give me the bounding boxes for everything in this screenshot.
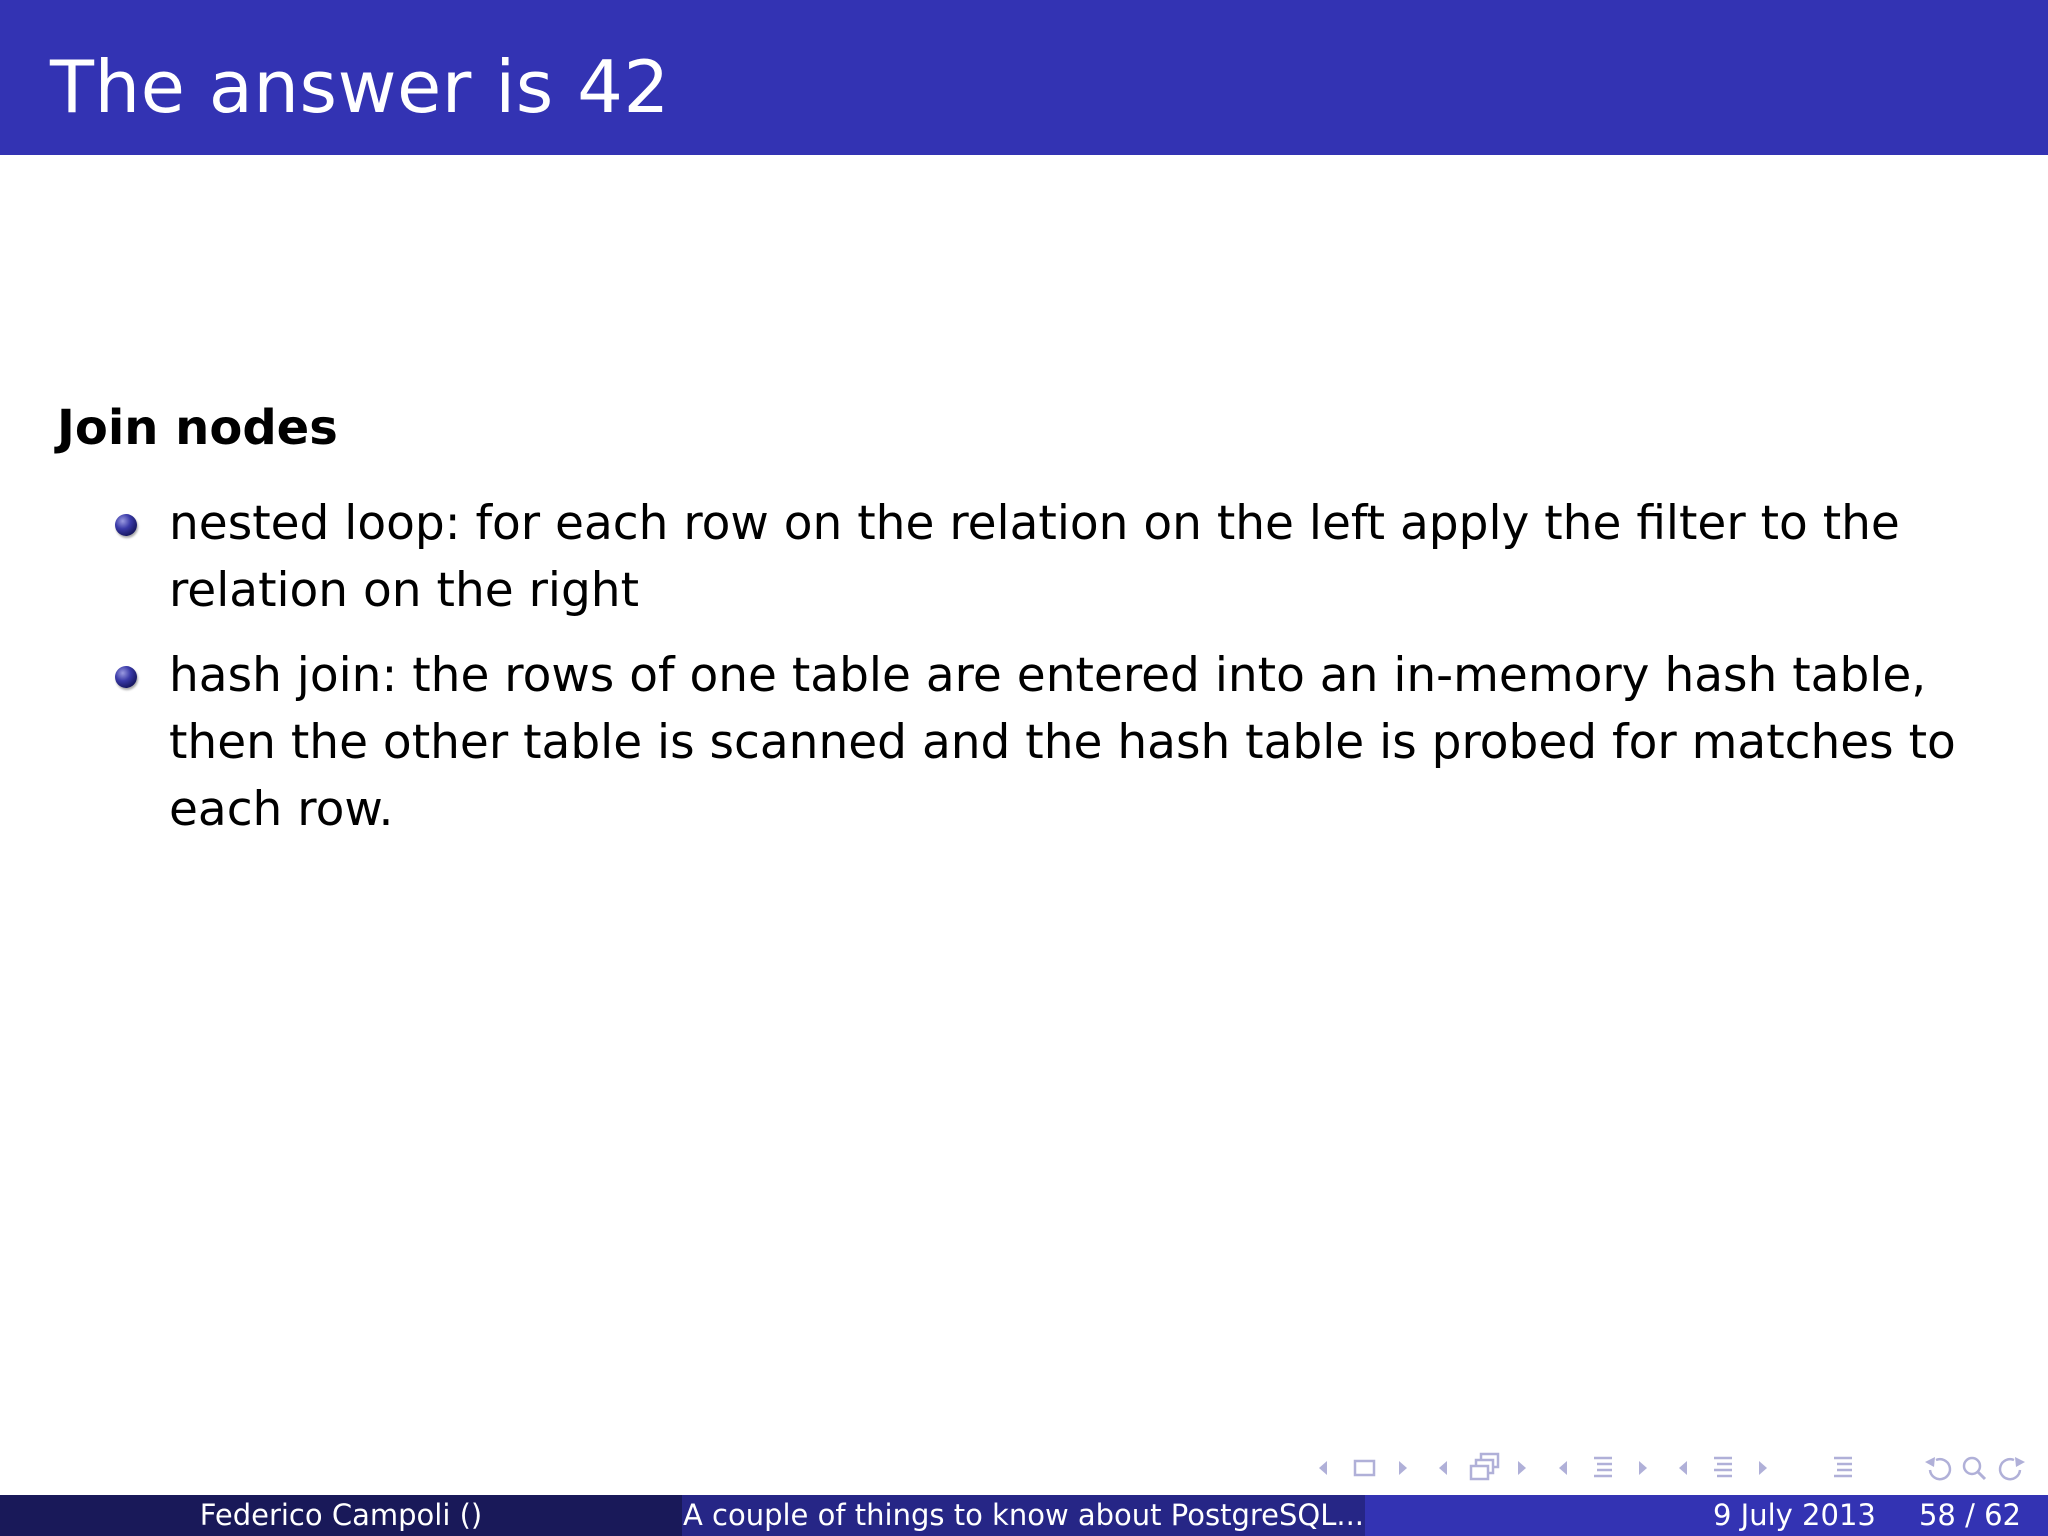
bullet-text-line: hash join: the rows of one table are entered into an in-memory hash table, bbox=[169, 648, 1927, 703]
nav-prev-document-icon[interactable] bbox=[1676, 1448, 1690, 1488]
frame-icon[interactable] bbox=[1352, 1448, 1378, 1488]
back-icon[interactable] bbox=[1922, 1448, 1956, 1488]
bullet-text-line: nested loop: for each row on the relation on the left apply the filter to the bbox=[169, 496, 1900, 551]
footer-author: Federico Campoli () bbox=[0, 1495, 682, 1536]
bullet-ball-icon bbox=[115, 666, 137, 688]
block-heading: Join nodes bbox=[57, 400, 338, 456]
nav-next-subsection-icon[interactable] bbox=[1515, 1448, 1529, 1488]
nav-next-frame-icon[interactable] bbox=[1396, 1448, 1410, 1488]
subsection-icon[interactable] bbox=[1467, 1448, 1503, 1488]
footer-bar bbox=[0, 1495, 2048, 1536]
nav-prev-section-icon[interactable] bbox=[1556, 1448, 1570, 1488]
document-icon[interactable] bbox=[1710, 1448, 1736, 1488]
search-icon[interactable] bbox=[1960, 1448, 1990, 1488]
bullet-text-line: each row. bbox=[169, 782, 394, 837]
nav-prev-frame-icon[interactable] bbox=[1316, 1448, 1330, 1488]
nav-next-section-icon[interactable] bbox=[1636, 1448, 1650, 1488]
navigation-bar bbox=[1310, 1448, 2040, 1488]
bullet-text-line: relation on the right bbox=[169, 563, 640, 618]
nav-prev-subsection-icon[interactable] bbox=[1436, 1448, 1450, 1488]
forward-icon[interactable] bbox=[1994, 1448, 2028, 1488]
bullet-ball-icon bbox=[115, 514, 137, 536]
frame-title-bar bbox=[0, 0, 2048, 155]
bullet-text-line: then the other table is scanned and the hash table is probed for matches to bbox=[169, 715, 1956, 770]
appendix-icon[interactable] bbox=[1830, 1448, 1856, 1488]
footer-date-page bbox=[1365, 1495, 2048, 1536]
section-icon[interactable] bbox=[1590, 1448, 1616, 1488]
page-number: 58 / 62 bbox=[1918, 1498, 2021, 1532]
frame-title: The answer is 42 bbox=[50, 45, 670, 129]
footer-short-title: A couple of things to know about PostgreSQL... bbox=[682, 1495, 1365, 1536]
nav-next-document-icon[interactable] bbox=[1756, 1448, 1770, 1488]
footer-date: 9 July 2013 bbox=[1713, 1498, 1876, 1532]
